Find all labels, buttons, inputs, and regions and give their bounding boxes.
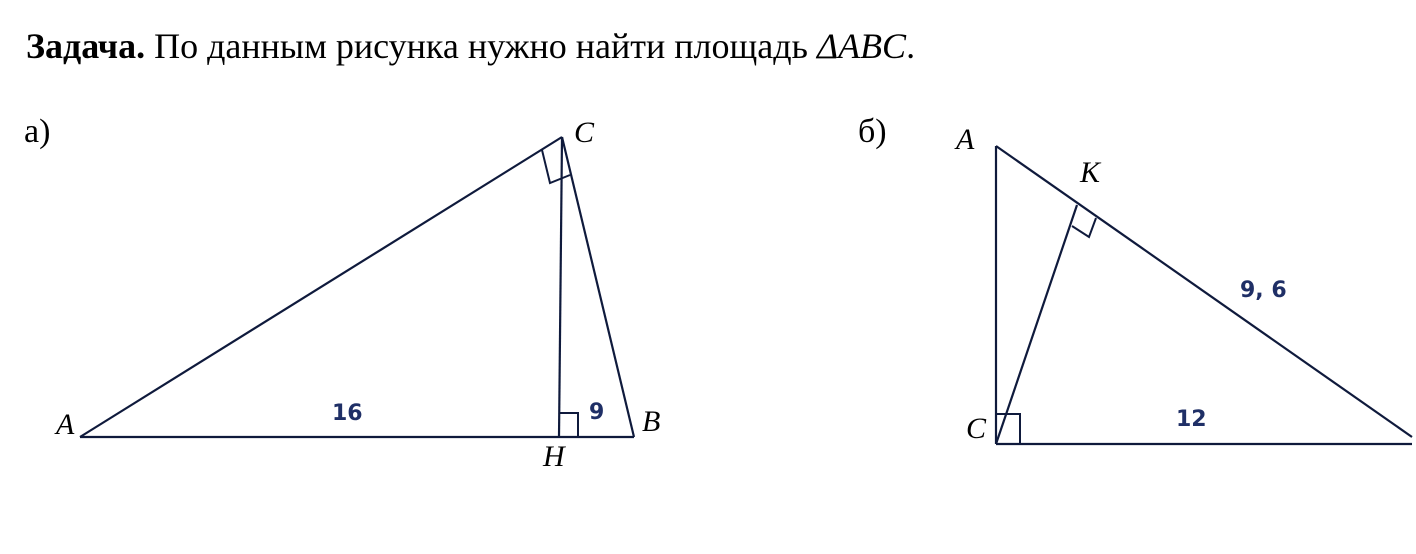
figure-a-right-angle-H xyxy=(559,413,578,437)
figure-a-length-HB: 9 xyxy=(589,400,605,425)
figure-b-side-AB xyxy=(996,146,1412,437)
figure-a-length-AH: 16 xyxy=(332,401,363,426)
figure-b-right-angle-C xyxy=(996,414,1020,444)
task-text: По данным рисунка нужно найти площадь xyxy=(145,26,817,66)
task-triangle: ΔABC xyxy=(816,26,907,66)
figure-a-side-AC xyxy=(80,137,562,437)
figure-a-part-label: а) xyxy=(24,113,51,150)
figure-a-altitude-CH xyxy=(559,137,562,437)
figure-b-altitude-CK xyxy=(996,205,1077,444)
figure-b-length-KB: 9, 6 xyxy=(1240,278,1287,303)
task-heading: Задача. xyxy=(26,26,146,66)
task-period: . xyxy=(906,26,916,66)
figure-a-point-B: B xyxy=(642,405,661,438)
figure-b-part-label: б) xyxy=(858,113,887,150)
figure-a-point-H: H xyxy=(543,440,565,473)
figure-a-side-CB xyxy=(562,137,634,437)
figure-a-point-A: A xyxy=(56,408,75,441)
figure-a xyxy=(24,113,660,473)
figure-b xyxy=(858,113,1412,445)
figure-b-point-C: C xyxy=(966,412,987,445)
figure-b-right-angle-K xyxy=(1072,218,1096,237)
figure-b-point-A: A xyxy=(956,123,975,156)
figure-b-point-K: K xyxy=(1080,156,1101,189)
figure-b-length-CB: 12 xyxy=(1176,407,1207,432)
figure-a-point-C: C xyxy=(574,116,595,149)
